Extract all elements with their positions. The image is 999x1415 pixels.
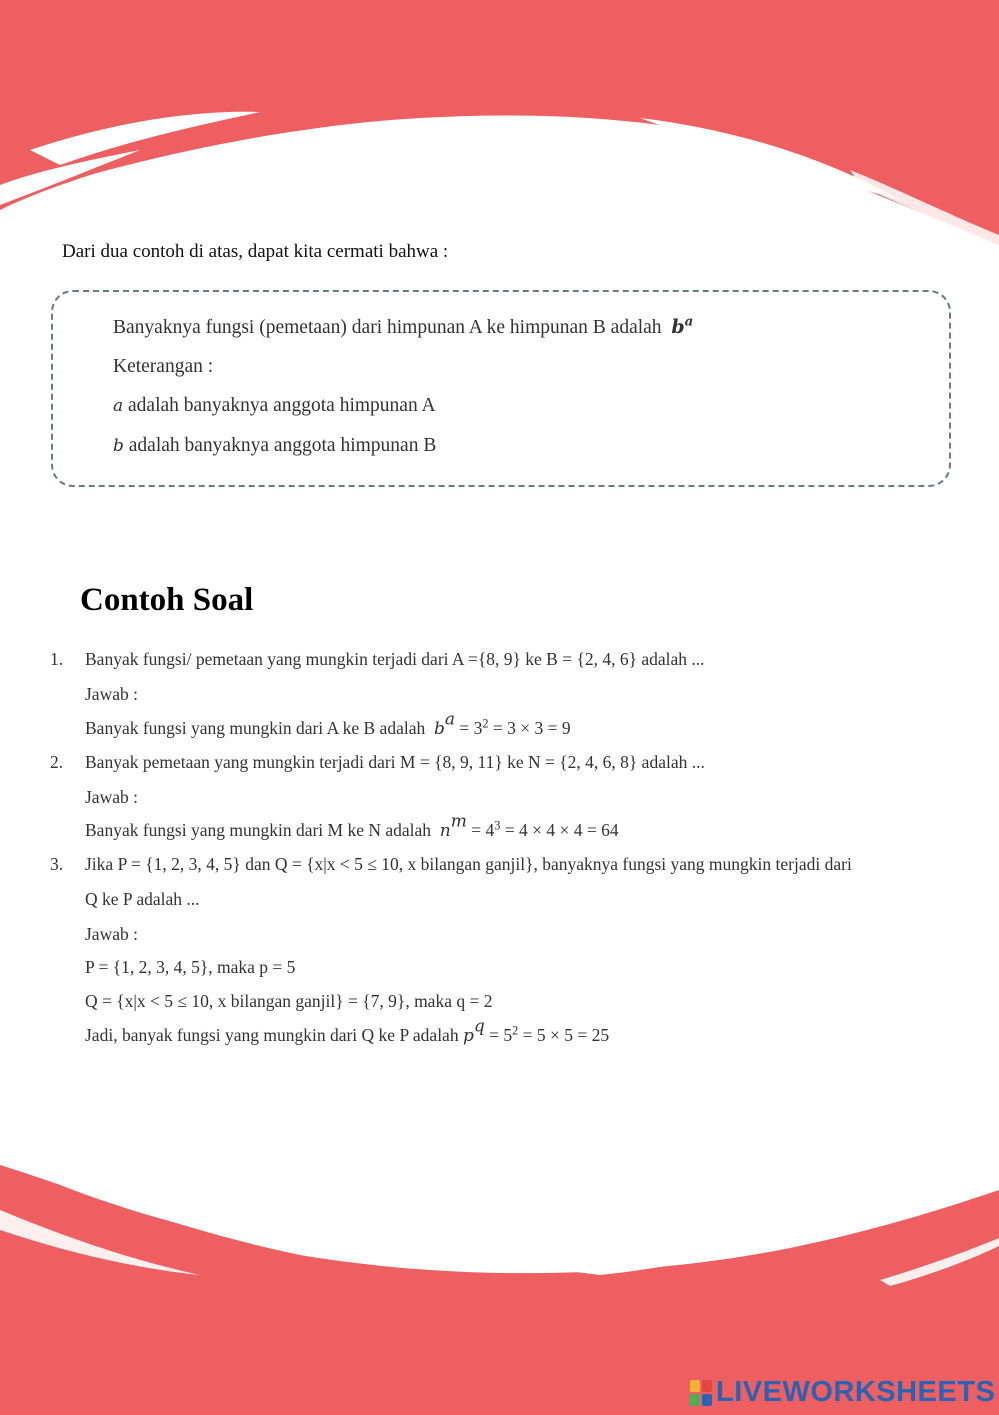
brand-name: LIVEWORKSHEETS	[716, 1376, 996, 1408]
answer-3-step-3: Jadi, banyak fungsi yang mungkin dari Q ke P adalah $p^q = 5^2 = 5 \times 5 = 25$	[85, 1016, 610, 1046]
liveworksheets-icon	[690, 1380, 712, 1406]
question-number-2: 2.	[50, 752, 64, 772]
answer-label-1: Jawab :	[85, 684, 138, 704]
formula-line	[113, 314, 949, 354]
answer-3-step-1: P = {1, 2, 3, 4, 5}, maka p = 5	[85, 957, 296, 977]
top-brush-decoration	[0, 0, 999, 250]
formula-expression: $b^a$	[671, 314, 694, 338]
question-number-3: 3.	[50, 854, 64, 874]
formula-note-b: b adalah banyaknya anggota himpunan B	[113, 434, 437, 456]
question-3-line-1: Jika P = {1, 2, 3, 4, 5} dan Q = {x|x < 5 ≤ 10, x bilangan ganjil}, banyaknya fungsi yang mungkin terjadi dari	[85, 854, 852, 874]
answer-label-2: Jawab :	[85, 787, 138, 807]
formula-box	[51, 290, 951, 487]
section-title: Contoh Soal	[80, 582, 254, 618]
liveworksheets-logo	[690, 1376, 995, 1409]
question-2: Banyak pemetaan yang mungkin terjadi dari M = {8, 9, 11} ke N = {2, 4, 6, 8} adalah ...	[85, 752, 705, 772]
formula-statement: Banyaknya fungsi (pemetaan) dari himpunan A ke himpunan B adalah	[113, 317, 662, 338]
answer-2: Banyak fungsi yang mungkin dari M ke N adalah $n^m = 4^3 = 4 \times 4 \times 4 = 64$	[85, 811, 619, 841]
formula-note-heading: Keterangan :	[113, 355, 214, 377]
answer-3-step-2: Q = {x|x < 5 ≤ 10, x bilangan ganjil} = {7, 9}, maka q = 2	[85, 991, 493, 1011]
answer-label-3: Jawab :	[85, 924, 138, 944]
question-number-1: 1.	[50, 649, 64, 669]
intro-text: Dari dua contoh di atas, dapat kita cermati bahwa :	[62, 241, 449, 262]
question-1: Banyak fungsi/ pemetaan yang mungkin terjadi dari A ={8, 9} ke B = {2, 4, 6} adalah ...	[85, 649, 705, 669]
answer-1: Banyak fungsi yang mungkin dari A ke B adalah $b^a = 3^2 = 3 \times 3 = 9$	[85, 709, 571, 739]
formula-note-a: a adalah banyaknya anggota himpunan A	[113, 395, 436, 416]
question-3-line-2: Q ke P adalah ...	[85, 889, 200, 909]
